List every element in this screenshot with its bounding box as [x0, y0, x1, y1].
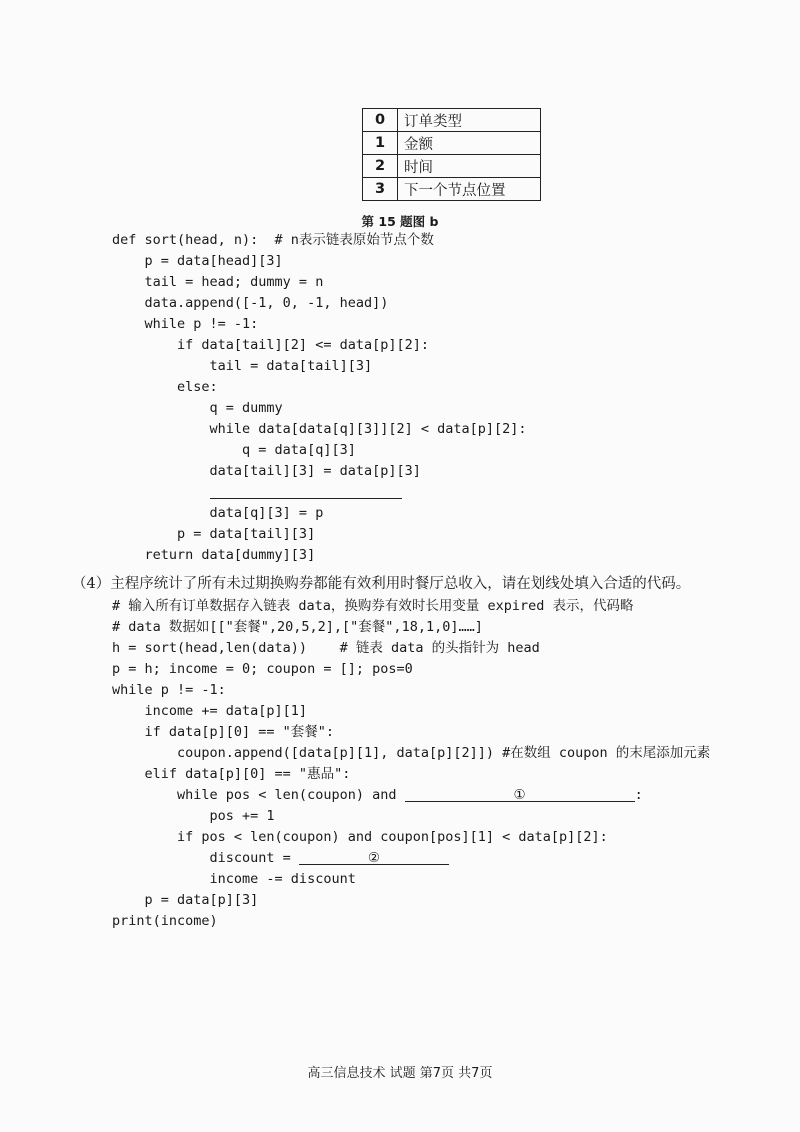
code-line: [112, 482, 527, 503]
answer-blank-line[interactable]: [210, 482, 402, 499]
code-line: while data[data[q][3]][2] < data[p][2]:: [112, 421, 527, 437]
field-label: 时间: [398, 155, 541, 178]
field-index: 0: [363, 109, 398, 132]
code-line: return data[dummy][3]: [112, 547, 316, 563]
code-text: p = data[p][3]: [112, 892, 259, 908]
code-line: tail = data[tail][3]: [112, 358, 373, 374]
code-line: [112, 617, 710, 638]
code-line: [112, 701, 710, 722]
code-line: [112, 722, 710, 743]
question-4-text: （4）主程序统计了所有未过期换购券都能有效利用时餐厅总收入，请在划线处填入合适的代码。: [72, 576, 691, 592]
field-row: [363, 155, 541, 178]
code-line: [112, 785, 710, 806]
code-line: else:: [112, 379, 218, 395]
code-text: # data 数据如[["套餐",20,5,2],["套餐",18,1,0]……]: [112, 619, 483, 635]
code-text: income -= discount: [112, 871, 356, 887]
code-line: data[q][3] = p: [112, 505, 324, 521]
code-line: [112, 764, 710, 785]
field-label: 订单类型: [398, 109, 541, 132]
code-text: h = sort(head,len(data)) # 链表 data 的头指针为 head: [112, 640, 540, 656]
code-text: elif data[p][0] == "惠品":: [112, 766, 351, 782]
figure-caption: 第 15 题图 b: [361, 214, 439, 229]
code-text: discount =: [112, 850, 299, 866]
field-index: 2: [363, 155, 398, 178]
code-line: [112, 596, 710, 617]
code-line: [112, 827, 710, 848]
code-line: [112, 890, 710, 911]
code-line: data.append([-1, 0, -1, head]): [112, 295, 389, 311]
field-row: [363, 109, 541, 132]
code-text: while pos < len(coupon) and: [112, 787, 405, 803]
code-line: [112, 743, 710, 764]
code-line: q = data[q][3]: [112, 442, 356, 458]
code-line: p = data[head][3]: [112, 253, 283, 269]
code-text: if pos < len(coupon) and coupon[pos][1] < data[p][2]:: [112, 829, 608, 845]
code-line: data[tail][3] = data[p][3]: [112, 463, 421, 479]
code-line: [112, 659, 710, 680]
code-line: while p != -1:: [112, 316, 259, 332]
field-label: 下一个节点位置: [398, 178, 541, 201]
code-text: print(income): [112, 913, 218, 929]
answer-blank-2[interactable]: ②: [299, 848, 449, 865]
code-line: [112, 806, 710, 827]
code-text: if data[p][0] == "套餐":: [112, 724, 335, 740]
code-text: coupon.append([data[p][1], data[p][2]]) #在数组 coupon 的末尾添加元素: [112, 745, 711, 761]
field-table: [362, 108, 541, 201]
field-label: 金额: [398, 132, 541, 155]
code-text: p = h; income = 0; coupon = []; pos=0: [112, 661, 413, 677]
field-table-wrapper: [362, 108, 541, 201]
colon-text: :: [634, 787, 643, 803]
code-line: [112, 911, 710, 932]
code-line: [112, 680, 710, 701]
code-line: q = dummy: [112, 400, 283, 416]
code-line: p = data[tail][3]: [112, 526, 316, 542]
field-row: [363, 178, 541, 201]
field-index: 1: [363, 132, 398, 155]
code-line: [112, 638, 710, 659]
field-index: 3: [363, 178, 398, 201]
code-line: if data[tail][2] <= data[p][2]:: [112, 337, 429, 353]
code-line: [112, 869, 710, 890]
code-text: income += data[p][1]: [112, 703, 308, 719]
answer-blank-1[interactable]: ①: [405, 785, 635, 802]
main-program-code: [112, 596, 710, 932]
page-footer: 高三信息技术 试题 第7页 共7页: [307, 1066, 493, 1081]
code-text: while p != -1:: [112, 682, 226, 698]
code-line: tail = head; dummy = n: [112, 274, 324, 290]
code-line: [112, 848, 710, 869]
code-text: # 输入所有订单数据存入链表 data，换购券有效时长用变量 expired 表示，代码略: [112, 598, 634, 614]
code-text: pos += 1: [112, 808, 275, 824]
sort-function-code: [112, 230, 527, 566]
field-row: [363, 132, 541, 155]
code-line: def sort(head, n): # n表示链表原始节点个数: [112, 232, 434, 248]
